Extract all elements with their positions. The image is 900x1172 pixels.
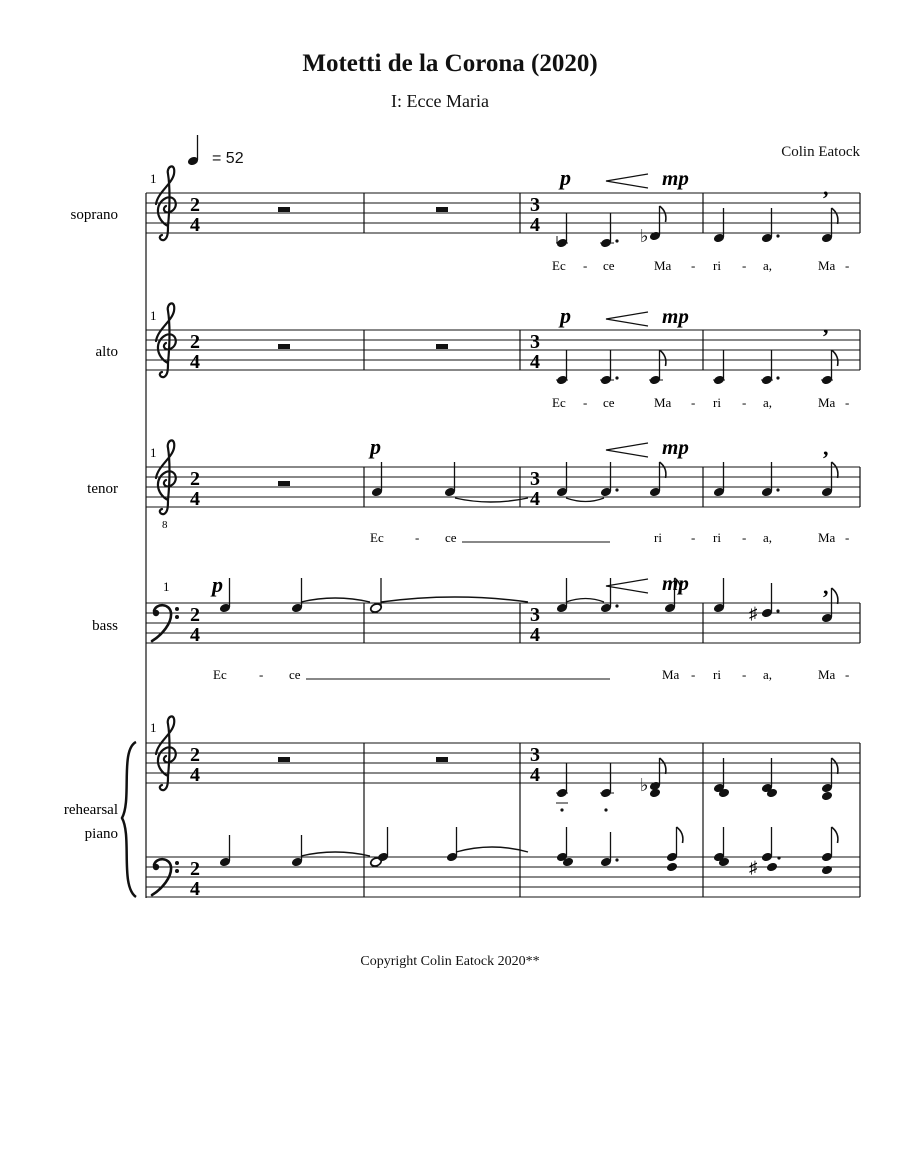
- dynamic-mp: mp: [662, 571, 689, 595]
- lyric: ri: [713, 395, 721, 410]
- measure-number: 1: [150, 445, 157, 460]
- staff-bass: [146, 571, 860, 682]
- lyric: Ma: [654, 258, 672, 273]
- svg-text:8: 8: [162, 519, 168, 531]
- measure-number: 1: [163, 579, 170, 594]
- lyric: Ec: [552, 258, 566, 273]
- dynamic-mp: mp: [662, 304, 689, 328]
- lyric: ri: [713, 667, 721, 682]
- lyric: -: [691, 667, 696, 682]
- svg-text:3: 3: [530, 331, 540, 353]
- dynamic-p: p: [212, 572, 223, 597]
- lyric: -: [742, 530, 747, 545]
- svg-text:3: 3: [530, 604, 540, 626]
- svg-text:2: 2: [190, 604, 200, 626]
- dynamic-p: p: [560, 165, 571, 190]
- svg-text:4: 4: [190, 878, 200, 900]
- lyric: Ma: [818, 667, 836, 682]
- svg-text:3: 3: [530, 468, 540, 490]
- lyric: Ec: [213, 667, 227, 682]
- svg-text:,: ,: [823, 175, 829, 200]
- svg-text:,: ,: [823, 435, 829, 460]
- lyric: -: [583, 395, 588, 410]
- lyric: Ma: [662, 667, 680, 682]
- lyric: -: [691, 395, 696, 410]
- lyric: -: [845, 667, 850, 682]
- svg-text:4: 4: [530, 624, 540, 646]
- lyric: Ma: [818, 530, 836, 545]
- brace-icon: [122, 742, 136, 897]
- staff-tenor: [146, 434, 860, 545]
- svg-text:♭: ♭: [640, 775, 649, 795]
- svg-text:2: 2: [190, 744, 200, 766]
- piano-grand-staff: [122, 716, 860, 900]
- svg-text:4: 4: [190, 214, 200, 236]
- svg-text:4: 4: [190, 351, 200, 373]
- staff-label-soprano: soprano: [70, 207, 118, 223]
- lyric: -: [742, 395, 747, 410]
- staff-label-alto: alto: [95, 344, 118, 360]
- lyric: -: [845, 258, 850, 273]
- staff-label-piano-line2: piano: [84, 826, 118, 842]
- lyric: ce: [603, 395, 615, 410]
- lyric: Ma: [654, 395, 672, 410]
- dynamic-mp: mp: [662, 435, 689, 459]
- svg-text:4: 4: [530, 764, 540, 786]
- lyric: ri: [713, 530, 721, 545]
- dynamic-p: p: [560, 303, 571, 328]
- lyric: -: [259, 667, 264, 682]
- lyric: -: [845, 530, 850, 545]
- lyric: -: [691, 530, 696, 545]
- movement-title: I: Ecce Maria: [391, 91, 489, 111]
- lyric: Ec: [552, 395, 566, 410]
- lyric: ce: [289, 667, 301, 682]
- svg-text:2: 2: [190, 331, 200, 353]
- lyric: ce: [445, 530, 457, 545]
- lyric: Ec: [370, 530, 384, 545]
- lyric: -: [845, 395, 850, 410]
- dynamic-mp: mp: [662, 166, 689, 190]
- tempo-marking: = 52: [212, 150, 244, 167]
- lyric: a,: [763, 530, 773, 545]
- svg-text:,: ,: [823, 313, 829, 338]
- svg-text:♯: ♯: [749, 858, 758, 877]
- measure-number: 1: [150, 308, 157, 323]
- tempo-note-icon: [187, 135, 199, 166]
- composer-name: Colin Eatock: [781, 144, 860, 160]
- staff-label-bass: bass: [92, 618, 118, 634]
- staff-alto: [146, 303, 860, 410]
- svg-text:3: 3: [530, 194, 540, 216]
- measure-number: 1: [150, 720, 157, 735]
- lyric: a,: [763, 258, 773, 273]
- svg-text:4: 4: [530, 351, 540, 373]
- lyric: Ma: [818, 395, 836, 410]
- lyric: a,: [763, 667, 773, 682]
- svg-text:4: 4: [190, 624, 200, 646]
- staff-label-piano-line1: rehearsal: [63, 802, 118, 818]
- svg-text:2: 2: [190, 858, 200, 880]
- svg-text:3: 3: [530, 744, 540, 766]
- svg-text:,: ,: [823, 574, 829, 599]
- lyric: Ma: [818, 258, 836, 273]
- lyric: -: [742, 258, 747, 273]
- copyright-notice: Copyright Colin Eatock 2020**: [360, 954, 540, 969]
- lyric: -: [691, 258, 696, 273]
- lyric: ri: [654, 530, 662, 545]
- lyric: ri: [713, 258, 721, 273]
- lyric: a,: [763, 395, 773, 410]
- svg-text:2: 2: [190, 194, 200, 216]
- staff-soprano: [146, 165, 860, 273]
- lyric: -: [415, 530, 420, 545]
- lyric: -: [742, 667, 747, 682]
- lyric: -: [583, 258, 588, 273]
- piece-title: Motetti de la Corona (2020): [302, 50, 598, 77]
- svg-text:♯: ♯: [749, 604, 758, 623]
- lyric: ce: [603, 258, 615, 273]
- svg-text:2: 2: [190, 468, 200, 490]
- svg-text:4: 4: [530, 214, 540, 236]
- svg-text:4: 4: [190, 764, 200, 786]
- svg-text:4: 4: [190, 488, 200, 510]
- measure-number: 1: [150, 171, 157, 186]
- staff-label-tenor: tenor: [87, 481, 118, 497]
- svg-text:♭: ♭: [640, 226, 649, 246]
- dynamic-p: p: [370, 434, 381, 459]
- svg-text:4: 4: [530, 488, 540, 510]
